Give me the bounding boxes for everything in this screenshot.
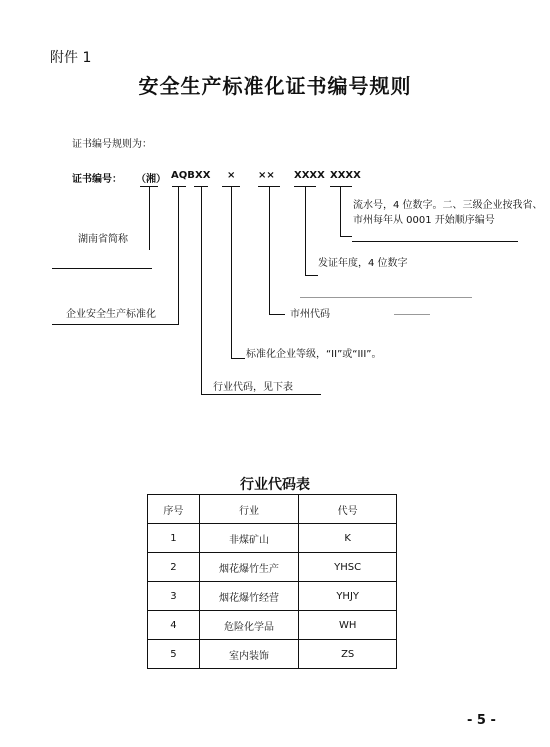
annotation-standardization: 企业安全生产标准化 (66, 309, 156, 320)
annotation-grade: 标准化企业等级，“II”或“III”。 (246, 349, 382, 360)
cell-code: ZS (299, 640, 397, 669)
leader-standardization (178, 186, 179, 324)
standardization-underline (52, 324, 179, 325)
page-title: 安全生产标准化证书编号规则 (138, 74, 412, 98)
cell-code: WH (299, 611, 397, 640)
cell-code: K (299, 524, 397, 553)
cell-index: 4 (148, 611, 200, 640)
leader-grade (231, 186, 232, 358)
segment-aqb: AQB (171, 170, 195, 181)
page-number: - 5 - (467, 713, 496, 728)
table-row (148, 582, 397, 611)
annotation-industry: 行业代码，见下表 (213, 382, 293, 393)
leader-province (149, 186, 150, 250)
segment-industry: XX (195, 170, 211, 181)
city-faint-line (394, 314, 430, 315)
leader-serial (340, 186, 341, 236)
cell-industry: 危险化学品 (199, 611, 299, 640)
segment-year: XXXX (294, 170, 325, 181)
cell-industry: 室内装饰 (199, 640, 299, 669)
cell-index: 1 (148, 524, 200, 553)
cell-code: YHSC (299, 553, 397, 582)
table-row (148, 611, 397, 640)
cell-index: 2 (148, 553, 200, 582)
leader-city (269, 186, 270, 314)
segment-province: （湘） (136, 174, 166, 185)
segment-serial: XXXX (330, 170, 361, 181)
table-row (148, 553, 397, 582)
cell-index: 5 (148, 640, 200, 669)
bracket-serial (330, 186, 352, 187)
table-row (148, 524, 397, 553)
rule-intro: 证书编号规则为： (72, 139, 152, 150)
cert-number-label: 证书编号： (72, 174, 122, 185)
table-row (148, 640, 397, 669)
year-connector (305, 275, 318, 276)
header-code: 代号 (299, 495, 397, 524)
segment-grade: × (227, 170, 236, 181)
cell-industry: 非煤矿山 (199, 524, 299, 553)
leader-industry (201, 186, 202, 394)
industry-underline (201, 394, 321, 395)
annotation-serial-line2: 市州每年从 0001 开始顺序编号 (353, 215, 495, 226)
leader-year (305, 186, 306, 276)
cell-industry: 烟花爆竹生产 (199, 553, 299, 582)
table-title: 行业代码表 (240, 477, 310, 493)
table-header-row (148, 495, 397, 524)
cell-industry: 烟花爆竹经营 (199, 582, 299, 611)
cell-code: YHJY (299, 582, 397, 611)
industry-code-table (147, 494, 397, 669)
header-industry: 行业 (199, 495, 299, 524)
annotation-city: 市州代码 (290, 309, 330, 320)
year-underline (300, 297, 472, 298)
province-underline (52, 268, 152, 269)
attachment-label: 附件 1 (50, 50, 92, 66)
bracket-aqb (172, 186, 186, 187)
serial-connector (340, 236, 352, 237)
cell-index: 3 (148, 582, 200, 611)
segment-city: ×× (258, 170, 275, 181)
serial-underline (352, 241, 518, 242)
header-index: 序号 (148, 495, 200, 524)
annotation-province: 湖南省简称 (78, 234, 128, 245)
city-connector (269, 314, 285, 315)
annotation-year: 发证年度，4 位数字 (318, 258, 408, 269)
annotation-serial-line1: 流水号，4 位数字。二、三级企业按我省、 (353, 200, 543, 211)
grade-connector (231, 358, 245, 359)
